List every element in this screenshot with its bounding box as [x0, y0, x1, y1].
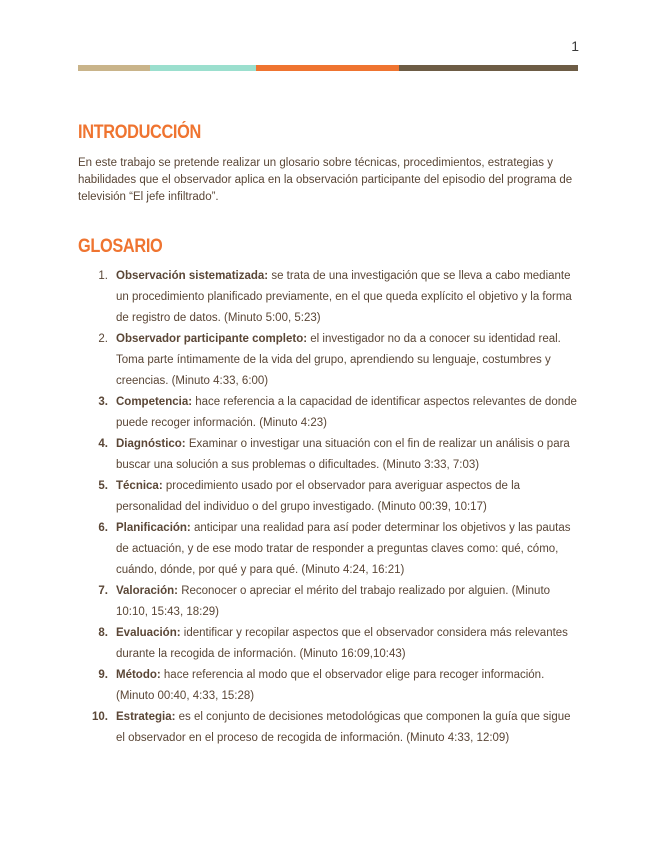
glossary-definition: anticipar una realidad para así poder determinar los objetivos y las pautas de actuación, y de ese modo tratar de responder a preguntas claves como: qué, cómo, cuándo, dónde, por qué y para qué. (Minuto 4:24, 16:21)	[116, 522, 571, 576]
glossary-item	[78, 329, 578, 392]
page-number: 1	[571, 38, 579, 54]
glossary-term: Valoración:	[116, 585, 178, 597]
glossary-item	[78, 518, 578, 581]
glossary-term: Técnica:	[116, 480, 163, 492]
glossary-term: Observación sistematizada:	[116, 270, 269, 282]
glossary-list	[78, 266, 578, 749]
item-number: 5.	[98, 480, 108, 492]
glossary-definition: identificar y recopilar aspectos que el observador considera más relevantes durante la recogida de información. (Minuto 16:09,10:43)	[116, 627, 568, 660]
intro-heading: INTRODUCCIÓN	[78, 122, 201, 143]
glossary-term: Diagnóstico:	[116, 438, 186, 450]
glossary-item	[78, 665, 578, 707]
glossary-item	[78, 266, 578, 329]
item-number: 6.	[98, 522, 108, 534]
header-color-bar	[78, 65, 578, 71]
glossary-definition: es el conjunto de decisiones metodológicas que componen la guía que sigue el observador en el proceso de recogida de información. (Minuto 4:33, 12:09)	[116, 711, 571, 744]
glossary-item	[78, 434, 578, 476]
glossary-definition: el investigador no da a conocer su identidad real. Toma parte íntimamente de la vida del grupo, aprendiendo su lenguaje, costumbres y creencias. (Minuto 4:33, 6:00)	[116, 333, 561, 387]
item-number: 2.	[98, 333, 108, 345]
glossary-term: Evaluación:	[116, 627, 181, 639]
item-number: 10.	[92, 711, 108, 723]
color-bar-segment-brown	[399, 65, 578, 71]
item-number: 4.	[98, 438, 108, 450]
glossary-definition: Examinar o investigar una situación con el fin de realizar un análisis o para buscar una solución a sus problemas o dificultades. (Minuto 3:33, 7:03)	[116, 438, 570, 471]
glossary-heading: GLOSARIO	[78, 236, 163, 257]
glossary-item	[78, 623, 578, 665]
glossary-definition: se trata de una investigación que se lleva a cabo mediante un procedimiento planificado previamente, en el que queda explícito el objetivo y la forma de registro de datos. (Minuto 5:00, 5:23)	[116, 270, 572, 324]
item-number: 8.	[98, 627, 108, 639]
glossary-item	[78, 392, 578, 434]
color-bar-segment-tan	[78, 65, 150, 71]
document-body	[78, 120, 578, 749]
glossary-item	[78, 476, 578, 518]
glossary-definition: procedimiento usado por el observador para averiguar aspectos de la personalidad del individuo o del grupo investigado. (Minuto 00:39, 10:17)	[116, 480, 521, 513]
intro-paragraph: En este trabajo se pretende realizar un glosario sobre técnicas, procedimientos, estrategias y habilidades que el observador aplica en la observación participante del episodio del programa de televisión “El jefe infiltrado”.	[78, 157, 573, 203]
color-bar-segment-orange	[256, 65, 399, 71]
glossary-term: Competencia:	[116, 396, 193, 408]
item-number: 7.	[98, 585, 108, 597]
glossary-term: Método:	[116, 669, 161, 681]
item-number: 3.	[98, 396, 108, 408]
glossary-term: Planificación:	[116, 522, 191, 534]
color-bar-segment-aqua	[150, 65, 256, 71]
glossary-item	[78, 581, 578, 623]
glossary-definition: hace referencia al modo que el observador elige para recoger información. (Minuto 00:40, 4:33, 15:28)	[116, 669, 545, 702]
glossary-definition: hace referencia a la capacidad de identificar aspectos relevantes de donde puede recoger información. (Minuto 4:23)	[116, 396, 577, 429]
item-number: 9.	[98, 669, 108, 681]
glossary-term: Estrategia:	[116, 711, 176, 723]
glossary-term: Observador participante completo:	[116, 333, 308, 345]
glossary-item	[78, 707, 578, 749]
glossary-definition: Reconocer o apreciar el mérito del trabajo realizado por alguien. (Minuto 10:10, 15:43, 18:29)	[116, 585, 551, 618]
item-number: 1.	[98, 270, 108, 282]
